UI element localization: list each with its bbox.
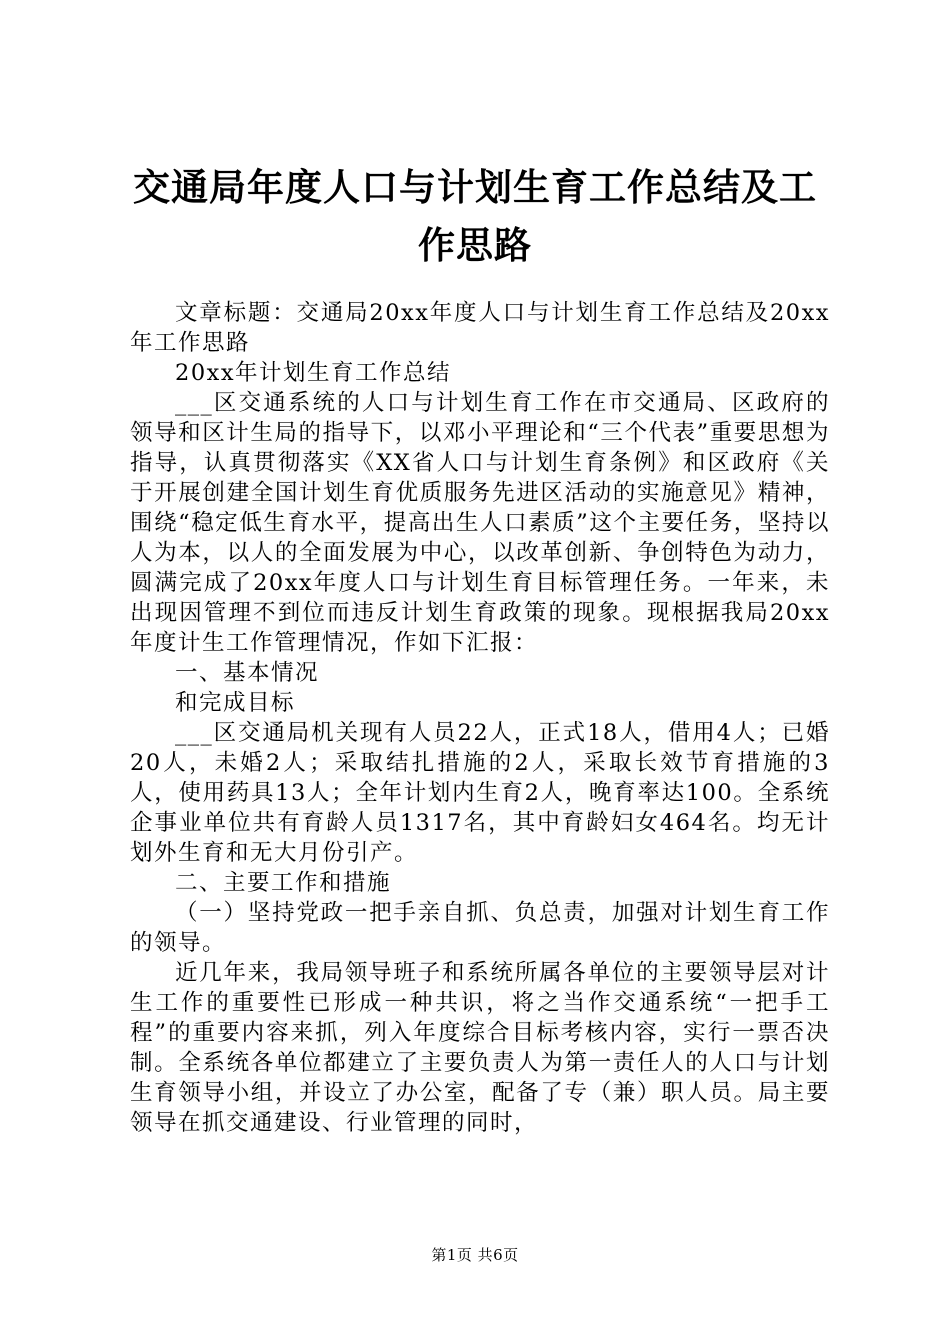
- subheading-leadership: （一）坚持党政一把手亲自抓、负总责，加强对计划生育工作的领导。: [130, 900, 830, 956]
- paragraph-summary-heading: 20xx年计划生育工作总结: [175, 360, 452, 386]
- section-heading-main-work: 二、主要工作和措施: [175, 870, 392, 896]
- paragraph-intro: ___区交通系统的人口与计划生育工作在市交通局、区政府的领导和区计生局的指导下，以邓小平理论和“三个代表”重要思想为指导，认真贯彻落实《XX省人口与计划生育条例》和区政府《关于开展创建全国计划生育优质服务先进区活动的实施意见》精神，围绕“稳定低生育水平，提高出生人口素质”这个主要任务，坚持以人为本，以人的全面发展为中心，以改革创新、争创特色为动力，圆满完成了20xx年度人口与计划生育目标管理任务。一年来，未出现因管理不到位而违反计划生育政策的现象。现根据我局20xx年度计生工作管理情况，作如下汇报：: [130, 390, 830, 656]
- document-body: [130, 298, 830, 1138]
- subheading-goals: 和完成目标: [175, 690, 296, 716]
- paragraph-statistics: ___区交通局机关现有人员22人，正式18人，借用4人；已婚20人，未婚2人；采取结扎措施的2人，采取长效节育措施的3人，使用药具13人；全年计划内生育2人，晚育率达100。全系统企事业单位共有育龄人员1317名，其中育龄妇女464名。均无计划外生育和无大月份引产。: [130, 720, 830, 866]
- paragraph-article-title: 文章标题：交通局20xx年度人口与计划生育工作总结及20xx年工作思路: [130, 300, 830, 356]
- section-heading-basic-situation: 一、基本情况: [175, 660, 320, 686]
- document-title: 交通局年度人口与计划生育工作总结及工作思路: [133, 165, 817, 267]
- paragraph-leadership-details: 近几年来，我局领导班子和系统所属各单位的主要领导层对计生工作的重要性已形成一种共识，将之当作交通系统“一把手工程”的重要内容来抓，列入年度综合目标考核内容，实行一票否决制。全系统各单位都建立了主要负责人为第一责任人的人口与计划生育领导小组，并设立了办公室，配备了专（兼）职人员。局主要领导在抓交通建设、行业管理的同时，: [130, 960, 830, 1136]
- page-number: 第1页 共6页: [431, 1246, 519, 1264]
